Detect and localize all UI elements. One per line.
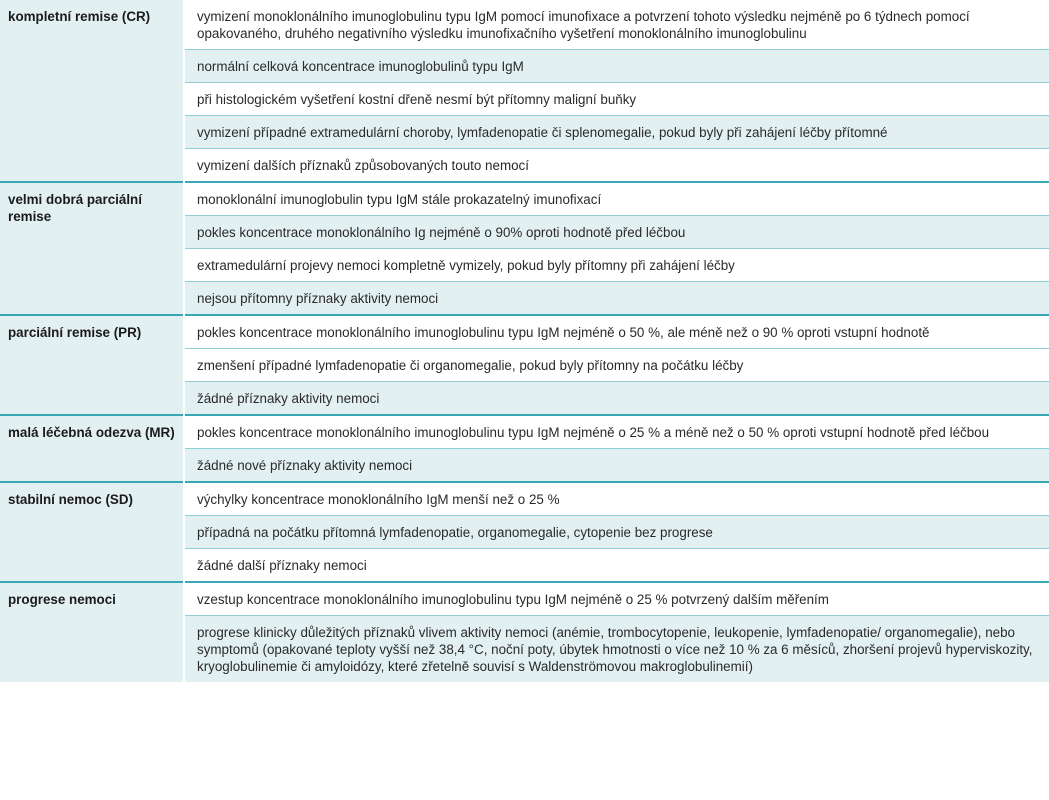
criterion-cell: výchylky koncentrace monoklonálního IgM menší než o 25 %: [184, 482, 1049, 516]
table-row: [0, 582, 1049, 616]
category-cell: progrese nemoci: [0, 582, 184, 682]
table-row: [0, 182, 1049, 216]
criterion-cell: pokles koncentrace monoklonálního Ig nejméně o 90% oproti hodnotě před léčbou: [184, 216, 1049, 249]
criterion-cell: pokles koncentrace monoklonálního imunoglobulinu typu IgM nejméně o 25 % a méně než o 50 % oproti vstupní hodnotě před léčbou: [184, 415, 1049, 449]
criterion-cell: vymizení monoklonálního imunoglobulinu typu IgM pomocí imunofixace a potvrzení tohoto výsledku nejméně po 6 týdnech pomocí opakovaného, druhého negativního výsledku imunofixačního vyšetření monoklonálního imunoglobulinu: [197, 9, 970, 41]
table-row: [0, 0, 1049, 50]
criterion-cell: progrese klinicky důležitých příznaků vlivem aktivity nemoci (anémie, trombocytopenie, leukopenie, lymfadenopatie/ organomegalie), nebo symptomů (opakované teploty vyšší než 38,4 °C, noční poty, úbytek hmotnosti o více než 10 % za 6 měsíců, zhoršení projevů hyperviskozity, kryoglobulinemie či amyloidózy, které zřetelně souvisí s Waldenströmovou makroglobulinemií): [184, 616, 1049, 683]
criterion-cell: žádné další příznaky nemoci: [184, 549, 1049, 583]
criterion-cell: extramedulární projevy nemoci kompletně vymizely, pokud byly přítomny při zahájení léčby: [184, 249, 1049, 282]
criterion-cell: žádné nové příznaky aktivity nemoci: [184, 449, 1049, 483]
category-cell: kompletní remise (CR): [0, 0, 184, 182]
criterion-cell: při histologickém vyšetření kostní dřeně nesmí být přítomny maligní buňky: [184, 83, 1049, 116]
category-cell: stabilní nemoc (SD): [0, 482, 184, 582]
criterion-cell: zmenšení případné lymfadenopatie či organomegalie, pokud byly přítomny na počátku léčby: [184, 349, 1049, 382]
category-cell: parciální remise (PR): [0, 315, 184, 415]
criterion-cell: pokles koncentrace monoklonálního imunoglobulinu typu IgM nejméně o 50 %, ale méně než o 90 % oproti vstupní hodnotě: [184, 315, 1049, 349]
table-row: [0, 482, 1049, 516]
category-cell: malá léčebná odezva (MR): [0, 415, 184, 482]
table-row: [0, 315, 1049, 349]
table-row: [0, 415, 1049, 449]
criterion-cell: nejsou přítomny příznaky aktivity nemoci: [184, 282, 1049, 316]
criterion-cell: vymizení případné extramedulární choroby, lymfadenopatie či splenomegalie, pokud byly při zahájení léčby přítomné: [184, 116, 1049, 149]
criterion-cell: normální celková koncentrace imunoglobulinů typu IgM: [184, 50, 1049, 83]
criterion-cell: monoklonální imunoglobulin typu IgM stále prokazatelný imunofixací: [184, 182, 1049, 216]
criterion-cell: případná na počátku přítomná lymfadenopatie, organomegalie, cytopenie bez progrese: [184, 516, 1049, 549]
category-cell: velmi dobrá parciální remise: [0, 182, 184, 315]
criterion-cell: žádné příznaky aktivity nemoci: [184, 382, 1049, 416]
criterion-cell: vzestup koncentrace monoklonálního imunoglobulinu typu IgM nejméně o 25 % potvrzený dalším měřením: [184, 582, 1049, 616]
criterion-cell: vymizení dalších příznaků způsobovaných touto nemocí: [184, 149, 1049, 183]
